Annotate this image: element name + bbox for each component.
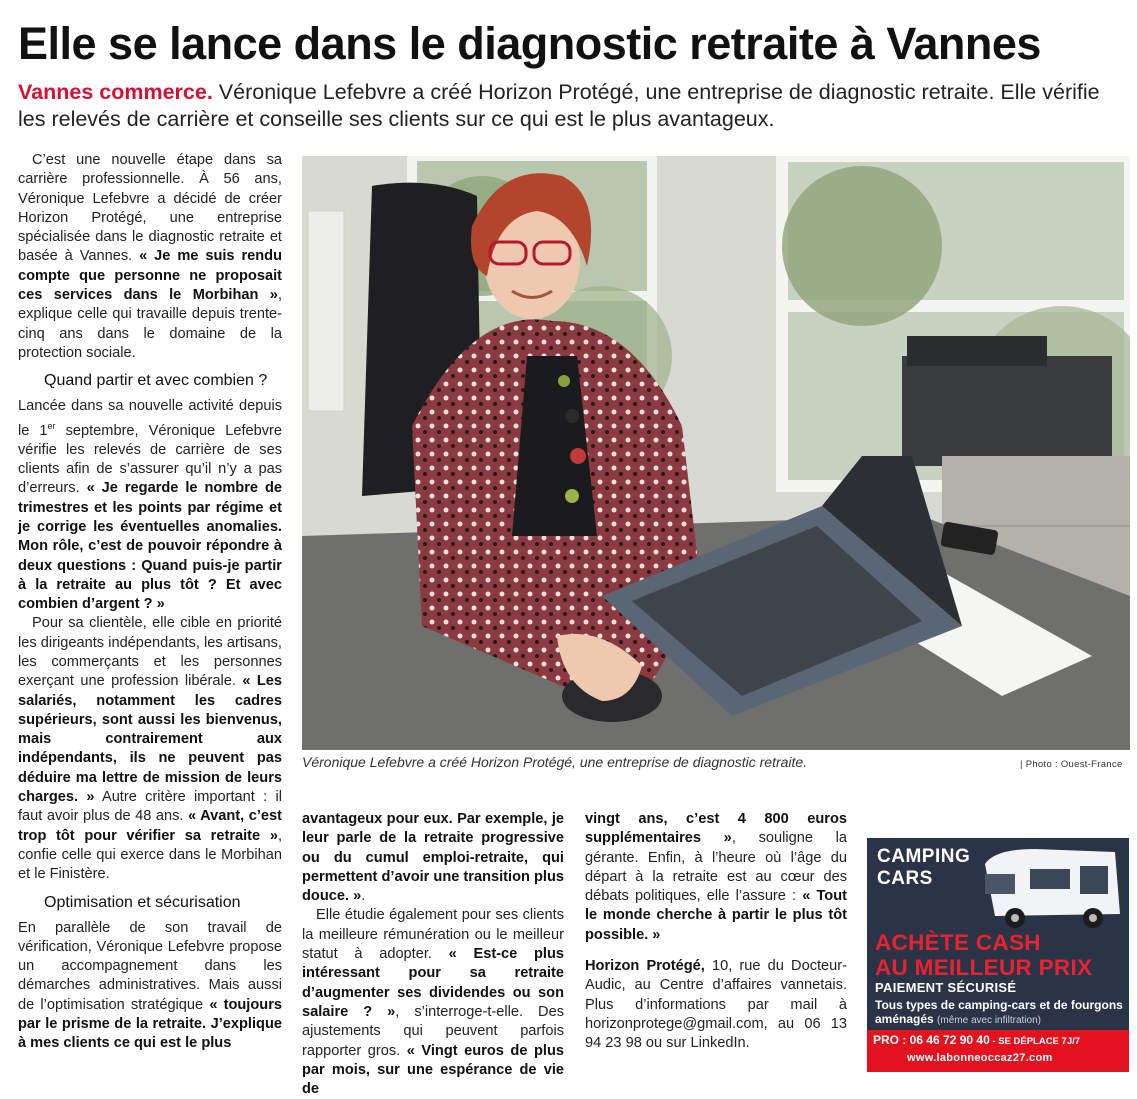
- ad-desc-note: (même avec infiltration): [937, 1015, 1041, 1026]
- photo-credit: | Photo : Ouest-France: [1020, 759, 1123, 770]
- c2-p2-quote: « Est-ce plus intéressant pour sa retraite d’augmenter ses dividendes ou son salaire ? »: [302, 946, 564, 1020]
- lede: [18, 79, 1128, 133]
- info-text: 10, rue du Docteur-Audic, au Centre d’affaires vannetais. Plus d’informations par mail à horizonprotege@gmail.com, au 06 13 94 23 98 ou sur LinkedIn.: [585, 958, 847, 1052]
- c3-quote2: « Tout le monde cherche à partir le plus tôt possible. »: [585, 888, 847, 943]
- c3-text: , souligne la gérante. Enfin, à l’heure où l’âge du départ à la retraite est au cœur des débats politiques, elle l’assure :: [585, 830, 848, 905]
- ad-title-2: CARS: [877, 868, 933, 889]
- camping-car-icon: [975, 844, 1125, 934]
- headline: Elle se lance dans le diagnostic retraite à Vannes: [18, 18, 1041, 69]
- c2-p2-text: Elle étudie également pour ses clients la meilleure rémunération ou le meilleur statut à adopter.: [302, 907, 564, 963]
- ad-payment: PAIEMENT SÉCURISÉ: [875, 980, 1017, 995]
- ad-title-1: CAMPING: [877, 846, 971, 867]
- column-1: [18, 151, 282, 1054]
- ad-cash-2: AU MEILLEUR PRIX: [875, 955, 1093, 980]
- c2-quote: avantageux pour eux. Par exemple, je leur parle de la retraite progressive ou du cumul emploi-retraite, qui permettent d’avoir une transition plus douce. »: [302, 811, 564, 905]
- info-name: Horizon Protégé,: [585, 958, 705, 975]
- p2-text-b: septembre, Véronique Lefebvre vérifie les relevés de carrière de ses clients afin de s’assurer qu’il n’y a pas d’erreurs.: [18, 422, 283, 497]
- p3-text: Pour sa clientèle, elle cible en priorité les dirigeants indépendants, les artisans, les commerçants et les personnes exerçant une profession libérale.: [18, 615, 282, 690]
- camping-car-ad[interactable]: [867, 838, 1129, 1072]
- ad-description: [875, 998, 1125, 1028]
- subhead-2: Optimisation et sécurisation: [44, 893, 241, 911]
- ad-pro: PRO : 06 46 72 90 40: [873, 1033, 990, 1047]
- p4-text: En parallèle de son travail de vérification, Véronique Lefebvre propose un accompagnement dans les démarches administratives. Mais aussi de l’optimisation stratégique: [18, 919, 282, 1013]
- lede-text: Véronique Lefebvre a créé Horizon Protégé, une entreprise de diagnostic retraite. Elle vérifie les relevés de carrière et conseille ses clients sur ce qui est le plus avantageux.: [18, 80, 1100, 131]
- column-2: [302, 810, 564, 1099]
- c2-tail: .: [361, 888, 366, 905]
- column-3: [585, 810, 847, 1054]
- c2-paragraph-2: [302, 906, 564, 1099]
- paragraph-4: [18, 919, 282, 1054]
- c3-quote: vingt ans, c’est 4 800 euros supplémentaires »: [585, 811, 847, 847]
- ad-cash: [875, 930, 1125, 980]
- ad-phone[interactable]: [873, 1033, 1080, 1047]
- ad-website[interactable]: www.labonneoccaz27.com: [907, 1052, 1053, 1064]
- p3-quote: « Les salariés, notamment les cadres supérieurs, sont aussi les bienvenus, mais contrairement aux indépendants, ils ne peuvent pas déduire ma lettre de mission de leurs charges. »: [18, 673, 282, 806]
- photo-illustration: [302, 156, 1130, 750]
- paragraph-1: [18, 151, 282, 363]
- p3-tail: , confie celle qui exerce dans le Morbihan et le Finistère.: [18, 827, 282, 883]
- p1-text: C’est une nouvelle étape dans sa carrière professionnelle. À 56 ans, Véronique Lefebvre a décidé de créer Horizon Protégé, une entreprise spécialisée dans le diagnostic retraite et basée à Vannes.: [18, 152, 282, 265]
- ad-title: [877, 846, 970, 890]
- c2-p2-text2: , s’interroge-t-elle. Des ajustements qui peuvent parfois rapporter gros.: [302, 1003, 564, 1059]
- article-photo: [302, 156, 1130, 750]
- p4-quote: « toujours par le prisme de la retraite. J’explique à mes clients ce qui est le plus: [18, 996, 282, 1052]
- p2-sup: er: [47, 420, 56, 431]
- c2-paragraph-1: [302, 810, 564, 906]
- p3-text2: Autre critère important : il faut avoir plus de 48 ans.: [18, 789, 282, 825]
- subhead-1: Quand partir et avec combien ?: [44, 372, 268, 390]
- p1-quote: « Je me suis rendu compte que personne ne proposait ces services dans le Morbihan »: [18, 248, 282, 304]
- ad-desc-text: Tous types de camping-cars et de fourgons aménagés: [875, 998, 1123, 1026]
- p3-quote2: « Avant, c’est trop tôt pour vérifier sa retraite »: [18, 808, 283, 844]
- paragraph-3: [18, 614, 282, 884]
- p2-quote: « Je regarde le nombre de trimestres et les points par régime et je corrige les éventuelles anomalies. Mon rôle, c’est de pouvoir répondre à deux questions : Quand puis-je partir à la retraite au plus tôt ? Et avec combien d’argent ? »: [18, 480, 282, 613]
- ad-contact-band: [867, 1030, 1129, 1072]
- photo-caption: Véronique Lefebvre a créé Horizon Protégé, une entreprise de diagnostic retraite.: [302, 754, 808, 770]
- c3-paragraph-1: [585, 810, 847, 945]
- info-box: [585, 957, 847, 1053]
- paragraph-2: [18, 397, 282, 614]
- kicker: Vannes commerce.: [18, 80, 213, 104]
- c2-p2-quote2: « Vingt euros de plus par mois, sur une espérance de vie de: [302, 1042, 564, 1098]
- ad-cash-1: ACHÈTE CASH: [875, 930, 1041, 955]
- p1-tail: , explique celle qui travaille depuis trente-cinq ans dans le domaine de la protection sociale.: [18, 287, 282, 361]
- p2-text-a: Lancée dans sa nouvelle activité depuis le 1: [18, 398, 282, 439]
- ad-travel: - SE DÉPLACE 7J/7: [989, 1036, 1081, 1047]
